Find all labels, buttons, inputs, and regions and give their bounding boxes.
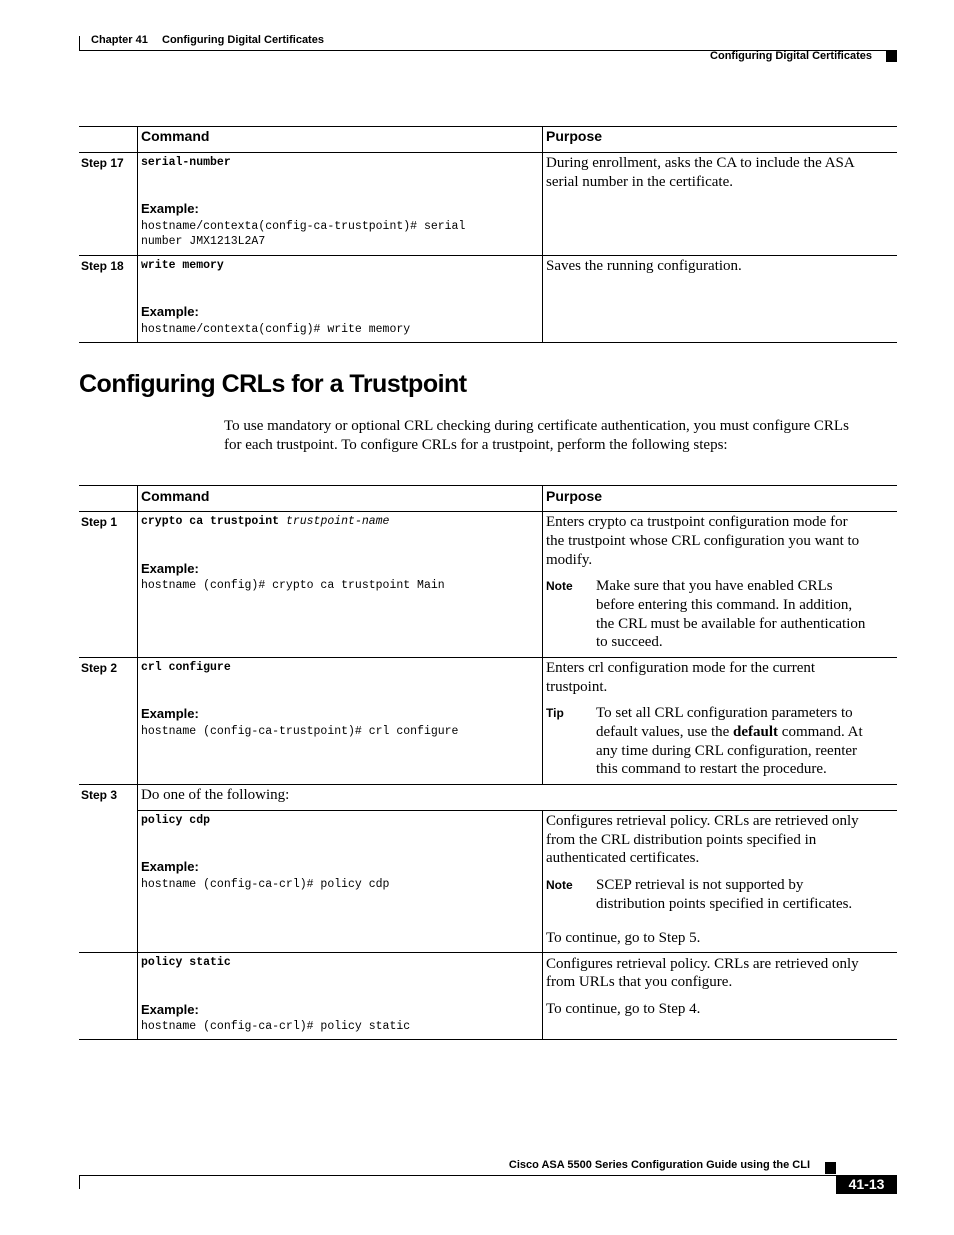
example-code: hostname (config-ca-crl)# policy static [141,1020,411,1033]
purpose-text: authenticated certificates. [546,850,700,866]
command-text: crl configure [141,661,231,674]
tip-text: any time during CRL configuration, reenter [596,743,858,759]
header-chapter-title: Configuring Digital Certificates [162,34,324,46]
table1-purpose-header: Purpose [546,128,603,144]
purpose-text: Enters crl configuration mode for the current [546,660,816,676]
command-text: policy static [141,956,231,969]
command-text: policy cdp [141,814,211,827]
example-label: Example: [141,304,199,319]
example-code: hostname (config-ca-trustpoint)# crl configure [141,725,459,738]
table2-purpose-header: Purpose [546,488,603,504]
header-black-box [886,50,897,62]
table1-command-header: Command [141,128,210,144]
tip-label: Tip [546,706,564,720]
footer-guide-title: Cisco ASA 5500 Series Configuration Guide using the CLI [508,1159,810,1171]
command-argument: trustpoint-name [285,515,390,528]
footer-black-box [825,1162,836,1174]
example-code: hostname (config)# crypto ca trustpoint Main [141,579,445,592]
step-label: Step 3 [81,788,118,802]
purpose-text: Enters crypto ca trustpoint configuration mode for [546,514,848,530]
example-code: hostname/contexta(config)# write memory [141,323,411,336]
step3-text: Do one of the following: [141,787,290,803]
purpose-text: modify. [546,552,593,568]
command-text: serial-number [141,156,231,169]
continue-text: To continue, go to Step 4. [546,1001,701,1017]
example-label: Example: [141,561,199,576]
step-label: Step 17 [81,156,124,170]
purpose-text: from URLs that you configure. [546,974,733,990]
header-section-title: Configuring Digital Certificates [710,50,872,62]
purpose-text: the trustpoint whose CRL configuration you want to [546,533,860,549]
command-text: write memory [141,259,224,272]
note-text: the CRL must be available for authentication [596,616,866,632]
intro-text: for each trustpoint. To configure CRLs for a trustpoint, perform the following steps: [224,437,728,453]
example-label: Example: [141,706,199,721]
example-code: hostname (config-ca-crl)# policy cdp [141,878,390,891]
step-label: Step 18 [81,259,124,273]
header-left-rule [79,36,80,51]
tip-text: default values, use the default command. At [596,724,863,740]
example-label: Example: [141,859,199,874]
footer-rule [79,1175,897,1176]
intro-text: To use mandatory or optional CRL checking during certificate authentication, you must configure CRLs [224,418,849,434]
example-code: number JMX1213L2A7 [141,235,266,248]
step-label: Step 1 [81,515,118,529]
purpose-text: Configures retrieval policy. CRLs are retrieved only [546,956,859,972]
tip-text: To set all CRL configuration parameters to [596,705,853,721]
table2-command-header: Command [141,488,210,504]
note-text: Make sure that you have enabled CRLs [596,578,833,594]
note-text: to succeed. [596,634,663,650]
step-label: Step 2 [81,661,118,675]
purpose-text: Configures retrieval policy. CRLs are retrieved only [546,813,859,829]
purpose-text: During enrollment, asks the CA to include the ASA [546,155,855,171]
continue-text: To continue, go to Step 5. [546,930,701,946]
purpose-text: serial number in the certificate. [546,174,733,190]
header-chapter: Chapter 41 [91,34,148,46]
example-label: Example: [141,201,199,216]
purpose-text: trustpoint. [546,679,608,695]
section-heading: Configuring CRLs for a Trustpoint [79,370,467,398]
footer-left-rule [79,1175,80,1189]
purpose-text: from the CRL distribution points specified in [546,832,817,848]
example-label: Example: [141,1002,199,1017]
note-text: SCEP retrieval is not supported by [596,877,804,893]
footer-page-number: 41-13 [848,1176,885,1192]
tip-bold-keyword: default [733,724,779,740]
tip-text: this command to restart the procedure. [596,761,827,777]
purpose-text: Saves the running configuration. [546,258,742,274]
note-label: Note [546,579,573,593]
note-text: distribution points specified in certificates. [596,896,853,912]
command-text: crypto ca trustpoint trustpoint-name [141,515,390,528]
note-label: Note [546,878,573,892]
example-code: hostname/contexta(config-ca-trustpoint)# serial [141,220,466,233]
note-text: before entering this command. In addition, [596,597,853,613]
